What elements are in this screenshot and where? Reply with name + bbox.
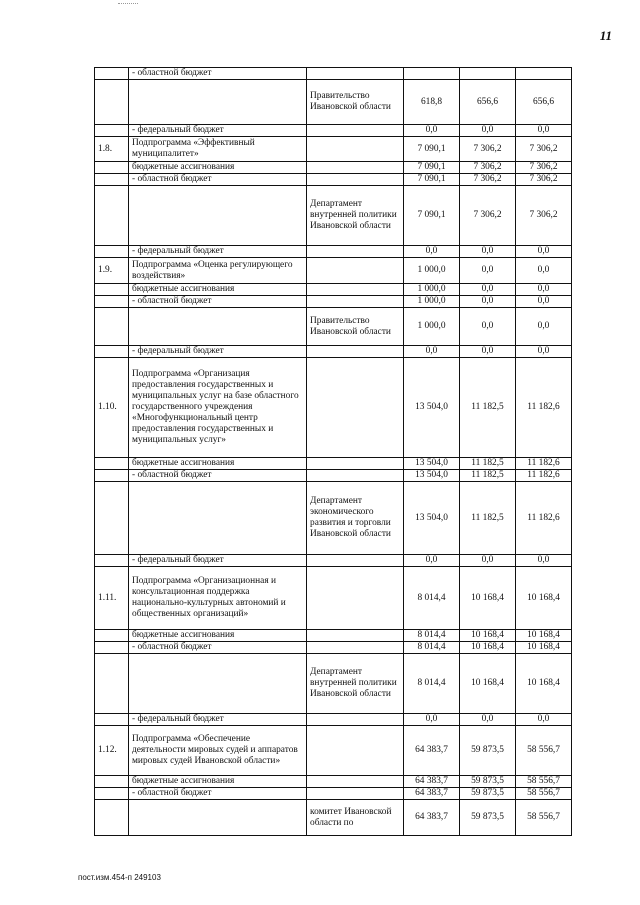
value-2020: 0,0 [460,284,516,296]
value-2021: 0,0 [516,555,572,567]
value-2021: 0,0 [516,308,572,346]
table-row [95,800,572,836]
table-row [95,308,572,346]
value-2020: 656,6 [460,80,516,125]
value-2020: 59 873,5 [460,776,516,788]
value-2019: 0,0 [404,346,460,358]
value-2019: 618,8 [404,80,460,125]
value-2020: 59 873,5 [460,800,516,836]
value-2019: 8 014,4 [404,630,460,642]
value-2020: 10 168,4 [460,567,516,630]
row-label: - областной бюджет [129,642,307,654]
table-row [95,630,572,642]
table-row [95,470,572,482]
table-row [95,642,572,654]
value-2020: 11 182,5 [460,470,516,482]
table-row [95,788,572,800]
table-row [95,125,572,137]
value-2019: 13 504,0 [404,482,460,555]
table-row [95,137,572,162]
value-2019: 0,0 [404,714,460,726]
row-label: Подпрограмма «Обеспечение деятельности мировых судей и аппаратов мировых судей Ивановской области» [129,726,307,776]
table-row [95,776,572,788]
value-2019: 13 504,0 [404,470,460,482]
value-2020: 0,0 [460,246,516,258]
table-row [95,174,572,186]
row-label: - областной бюджет [129,788,307,800]
value-2019: 0,0 [404,555,460,567]
value-2021: 7 306,2 [516,186,572,246]
table-row [95,482,572,555]
row-label: - федеральный бюджет [129,555,307,567]
value-2020: 7 306,2 [460,186,516,246]
value-2021: 7 306,2 [516,162,572,174]
value-2021: 10 168,4 [516,630,572,642]
value-2019: 64 383,7 [404,726,460,776]
table-row [95,358,572,458]
value-2019: 0,0 [404,125,460,137]
row-label: - федеральный бюджет [129,346,307,358]
value-2021: 0,0 [516,258,572,284]
value-2019: 0,0 [404,246,460,258]
executor-cell: Департамент экономического развития и торговли Ивановской области [307,482,404,555]
value-2021: 0,0 [516,246,572,258]
row-code: 1.12. [95,726,129,776]
value-2019: 7 090,1 [404,137,460,162]
table-row [95,458,572,470]
row-label: - федеральный бюджет [129,714,307,726]
row-label: бюджетные ассигнования [129,776,307,788]
value-2021: 0,0 [516,284,572,296]
value-2020: 11 182,5 [460,482,516,555]
value-2020: 11 182,5 [460,358,516,458]
value-2021: 58 556,7 [516,800,572,836]
row-code: 1.9. [95,258,129,284]
executor-cell: Департамент внутренней политики Ивановской области [307,186,404,246]
value-2021: 11 182,6 [516,482,572,555]
value-2021: 0,0 [516,125,572,137]
row-label: - федеральный бюджет [129,125,307,137]
row-label: бюджетные ассигнования [129,284,307,296]
value-2021: 10 168,4 [516,642,572,654]
row-label: - областной бюджет [129,296,307,308]
table-row [95,726,572,776]
value-2021: 11 182,6 [516,358,572,458]
value-2021: 10 168,4 [516,654,572,714]
value-2021: 0,0 [516,296,572,308]
value-2020: 11 182,5 [460,458,516,470]
value-2019: 64 383,7 [404,800,460,836]
value-2020: 10 168,4 [460,654,516,714]
value-2021: 10 168,4 [516,567,572,630]
table-row [95,162,572,174]
value-2019: 8 014,4 [404,654,460,714]
row-label: - областной бюджет [129,470,307,482]
row-label: - федеральный бюджет [129,246,307,258]
table-row [95,555,572,567]
table-row [95,654,572,714]
value-2020: 59 873,5 [460,788,516,800]
executor-cell: Департамент внутренней политики Ивановской области [307,654,404,714]
value-2021: 7 306,2 [516,174,572,186]
value-2020: 0,0 [460,555,516,567]
budget-table [94,67,572,836]
page-number: 11 [599,28,612,43]
executor-cell: Правительство Ивановской области [307,308,404,346]
value-2019: 7 090,1 [404,186,460,246]
value-2021: 58 556,7 [516,726,572,776]
table-row [95,68,572,80]
value-2021: 58 556,7 [516,788,572,800]
value-2020: 7 306,2 [460,174,516,186]
value-2019: 1 000,0 [404,258,460,284]
value-2021: 58 556,7 [516,776,572,788]
table-row [95,346,572,358]
value-2020: 7 306,2 [460,137,516,162]
table-row [95,567,572,630]
row-label: Подпрограмма «Эффективный муниципалитет» [129,137,307,162]
value-2019: 1 000,0 [404,284,460,296]
value-2021: 0,0 [516,346,572,358]
value-2020: 59 873,5 [460,726,516,776]
value-2019: 1 000,0 [404,296,460,308]
value-2021: 11 182,6 [516,458,572,470]
value-2021: 11 182,6 [516,470,572,482]
row-label: бюджетные ассигнования [129,458,307,470]
row-label: - областной бюджет [129,174,307,186]
value-2020: 0,0 [460,125,516,137]
value-2019: 64 383,7 [404,776,460,788]
row-label: бюджетные ассигнования [129,162,307,174]
value-2020: 10 168,4 [460,630,516,642]
row-label: - областной бюджет [129,68,307,80]
value-2020: 7 306,2 [460,162,516,174]
value-2020: 0,0 [460,714,516,726]
table-row [95,186,572,246]
table-row [95,296,572,308]
row-label: Подпрограмма «Организационная и консультационная поддержка национально-культурных автономий и общественных организаций» [129,567,307,630]
row-label: Подпрограмма «Организация предоставления государственных и муниципальных услуг на базе областного государственного учреждения «Многофункциональный центр предоставления государственных и муниципальных услуг» [129,358,307,458]
value-2019: 64 383,7 [404,788,460,800]
value-2021: 656,6 [516,80,572,125]
footer-text: пост.изм.454-п 249103 [78,873,161,882]
value-2021: 0,0 [516,714,572,726]
value-2019: 7 090,1 [404,174,460,186]
executor-cell: комитет Ивановской области по [307,800,404,836]
row-code: 1.11. [95,567,129,630]
value-2019: 13 504,0 [404,458,460,470]
table-row [95,258,572,284]
value-2020: 0,0 [460,308,516,346]
value-2020: 10 168,4 [460,642,516,654]
row-label: Подпрограмма «Оценка регулирующего воздействия» [129,258,307,284]
scan-artifact [118,3,138,10]
executor-cell: Правительство Ивановской области [307,80,404,125]
value-2020: 0,0 [460,346,516,358]
value-2019: 13 504,0 [404,358,460,458]
value-2020: 0,0 [460,258,516,284]
value-2019: 8 014,4 [404,642,460,654]
row-code: 1.8. [95,137,129,162]
table-row [95,284,572,296]
table-row [95,714,572,726]
value-2019: 7 090,1 [404,162,460,174]
value-2020: 0,0 [460,296,516,308]
table-row [95,246,572,258]
value-2021: 7 306,2 [516,137,572,162]
table-row [95,80,572,125]
row-label: бюджетные ассигнования [129,630,307,642]
row-code: 1.10. [95,358,129,458]
value-2019: 1 000,0 [404,308,460,346]
value-2019: 8 014,4 [404,567,460,630]
